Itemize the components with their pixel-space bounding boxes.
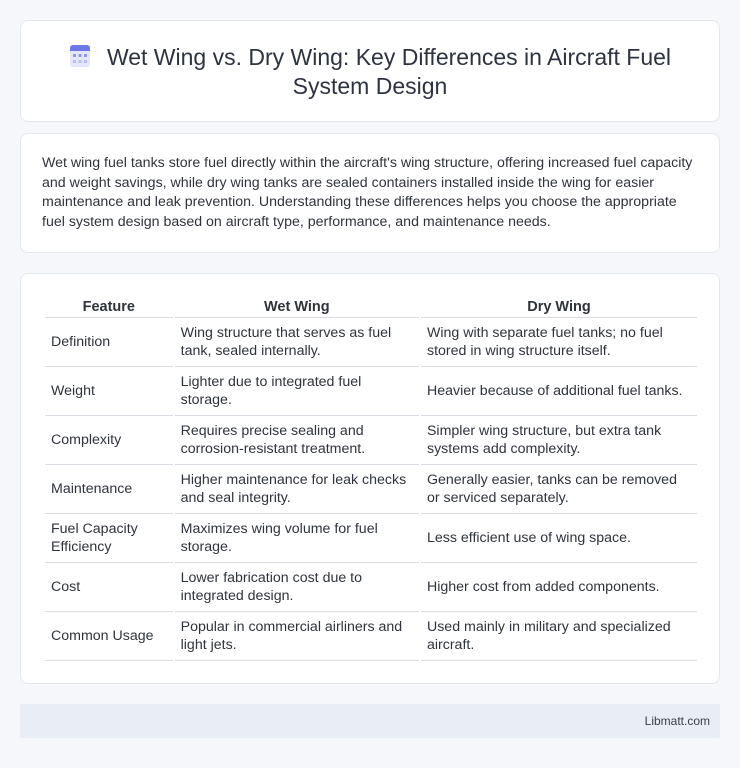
table-row (45, 367, 697, 416)
wet-wing-cell: Lower fabrication cost due to integrated design. (175, 563, 419, 612)
header-feature: Feature (45, 296, 173, 318)
feature-cell: Maintenance (45, 465, 173, 514)
table-row (45, 318, 697, 367)
intro-card (20, 133, 720, 253)
header-dry-wing: Dry Wing (421, 296, 697, 318)
feature-cell: Complexity (45, 416, 173, 465)
title-card (20, 20, 720, 122)
wet-wing-cell: Maximizes wing volume for fuel storage. (175, 514, 419, 563)
feature-cell: Definition (45, 318, 173, 367)
dry-wing-cell: Generally easier, tanks can be removed or serviced separately. (421, 465, 697, 514)
footer-brand[interactable]: Libmatt.com (644, 714, 710, 728)
comparison-table-card (20, 273, 720, 684)
wet-wing-cell: Lighter due to integrated fuel storage. (175, 367, 419, 416)
table-header-row (45, 296, 697, 318)
dry-wing-cell: Simpler wing structure, but extra tank systems add complexity. (421, 416, 697, 465)
wet-wing-cell: Popular in commercial airliners and light jets. (175, 612, 419, 661)
dry-wing-cell: Used mainly in military and specialized aircraft. (421, 612, 697, 661)
dry-wing-cell: Wing with separate fuel tanks; no fuel stored in wing structure itself. (421, 318, 697, 367)
dry-wing-cell: Higher cost from added components. (421, 563, 697, 612)
document-icon (69, 44, 91, 68)
page-title (21, 43, 719, 101)
dry-wing-cell: Heavier because of additional fuel tanks. (421, 367, 697, 416)
header-wet-wing: Wet Wing (175, 296, 419, 318)
table-row (45, 612, 697, 661)
wet-wing-cell: Wing structure that serves as fuel tank, sealed internally. (175, 318, 419, 367)
dry-wing-cell: Less efficient use of wing space. (421, 514, 697, 563)
footer-bar (20, 704, 720, 738)
table-row (45, 416, 697, 465)
feature-cell: Weight (45, 367, 173, 416)
wet-wing-cell: Requires precise sealing and corrosion-resistant treatment. (175, 416, 419, 465)
intro-paragraph: Wet wing fuel tanks store fuel directly within the aircraft's wing structure, offering increased fuel capacity and weight savings, while dry wing tanks are sealed containers installed inside the wing for easier maintenance and leak prevention. Understanding these differences helps you choose the appropriate fuel system design based on aircraft type, performance, and maintenance needs. (42, 155, 693, 230)
feature-cell: Cost (45, 563, 173, 612)
table-row (45, 514, 697, 563)
table-row (45, 563, 697, 612)
table-row (45, 465, 697, 514)
wet-wing-cell: Higher maintenance for leak checks and seal integrity. (175, 465, 419, 514)
feature-cell: Common Usage (45, 612, 173, 661)
page-title-text: Wet Wing vs. Dry Wing: Key Differences in Aircraft Fuel System Design (106, 44, 672, 99)
feature-cell: Fuel Capacity Efficiency (45, 514, 173, 563)
comparison-table (43, 296, 699, 661)
